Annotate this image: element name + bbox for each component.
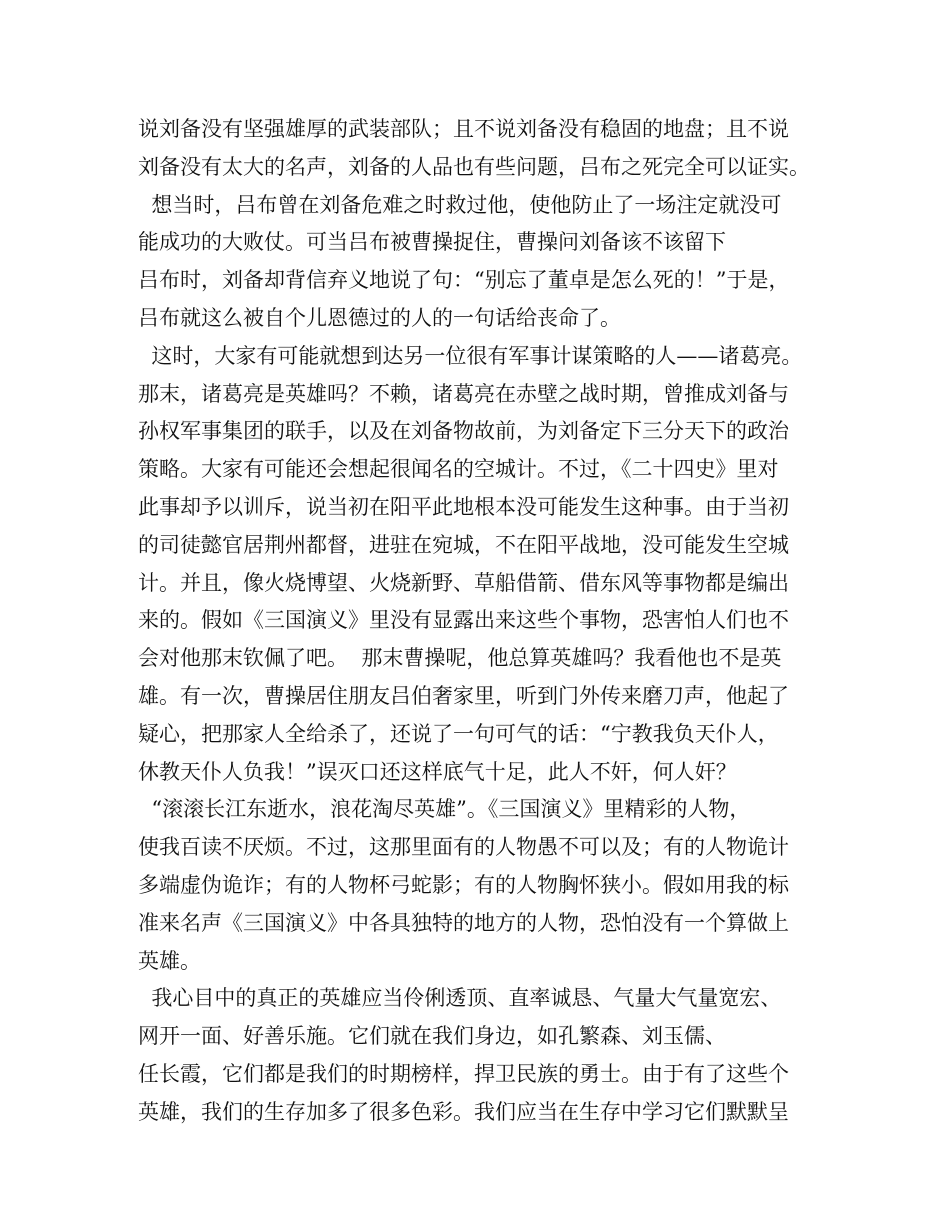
text-line: 刘备没有太大的名声，刘备的人品也有些问题，吕布之死完全可以证实。 (138, 154, 810, 179)
text-line: 策略。大家有可能还会想起很闻名的空城计。不过，《二十四史》里对 (138, 457, 779, 482)
text-line: 英雄。 (138, 948, 201, 973)
text-line: 说刘备没有坚强雄厚的武装部队；且不说刘备没有稳固的地盘；且不说 (138, 117, 789, 141)
text-line: 准来名声《三国演义》中各具独特的地方的人物，恐怕没有一个算做上 (138, 910, 789, 935)
text-line: 的司徒懿官居荆州都督，进驻在宛城，不在阳平战地，没可能发生空城 (138, 532, 789, 557)
text-line: 想当时，吕布曾在刘备危难之时救过他，使他防止了一场注定就没可 (138, 192, 782, 217)
text-line: “滚滚长江东逝水，浪花淘尽英雄”。《三国演义》里精彩的人物， (138, 797, 751, 822)
text-line: 来的。假如《三国演义》里没有显露出来这些个事物，恐害怕人们也不 (138, 608, 789, 633)
text-line: 会对他那末钦佩了吧。 那末曹操呢，他总算英雄吗？我看他也不是英 (138, 646, 782, 671)
text-line: 使我百读不厌烦。不过，这那里面有的人物愚不可以及；有的人物诡计 (138, 835, 789, 860)
text-line: 雄。有一次，曹操居住朋友吕伯奢家里，听到门外传来磨刀声，他起了 (138, 683, 789, 708)
text-line: 多端虚伪诡诈；有的人物杯弓蛇影；有的人物胸怀狭小。假如用我的标 (138, 872, 789, 897)
text-line: 吕布时，刘备却背信弃义地说了句：“别忘了董卓是怎么死的！”于是， (138, 268, 790, 293)
text-line: 休教天仆人负我！”误灭口还这样底气十足，此人不奸，何人奸？ (138, 759, 737, 784)
text-line: 吕布就这么被自个儿恩德过的人的一句话给丧命了。 (138, 305, 621, 330)
text-line: 孙权军事集团的联手，以及在刘备物故前，为刘备定下三分天下的政治 (138, 419, 789, 444)
text-line: 我心目中的真正的英雄应当伶俐透顶、直率诚恳、气量大气量宽宏、 (138, 986, 782, 1011)
text-line: 能成功的大败仗。可当吕布被曹操捉住，曹操问刘备该不该留下 (138, 230, 726, 255)
text-line: 这时，大家有可能就想到达另一位很有军事计谋策略的人——诸葛亮。 (138, 343, 803, 368)
text-line: 英雄，我们的生存加多了很多色彩。我们应当在生存中学习它们默默呈 (138, 1099, 789, 1124)
text-line: 疑心，把那家人全给杀了，还说了一句可气的话：“宁教我负天仆人， (138, 721, 779, 746)
text-line: 网开一面、好善乐施。它们就在我们身边，如孔繁森、刘玉儒、 (138, 1024, 726, 1049)
text-line: 计。并且，像火烧博望、火烧新野、草船借箭、借东风等事物都是编出 (138, 570, 789, 595)
text-line: 此事却予以训斥，说当初在阳平此地根本没可能发生这种事。由于当初 (138, 494, 789, 519)
text-line: 那末，诸葛亮是英雄吗？不赖，诸葛亮在赤壁之战时期，曾推成刘备与 (138, 381, 789, 406)
text-line: 任长霞，它们都是我们的时期榜样，捍卫民族的勇士。由于有了这些个 (138, 1061, 789, 1086)
document-body-text (138, 111, 828, 1132)
